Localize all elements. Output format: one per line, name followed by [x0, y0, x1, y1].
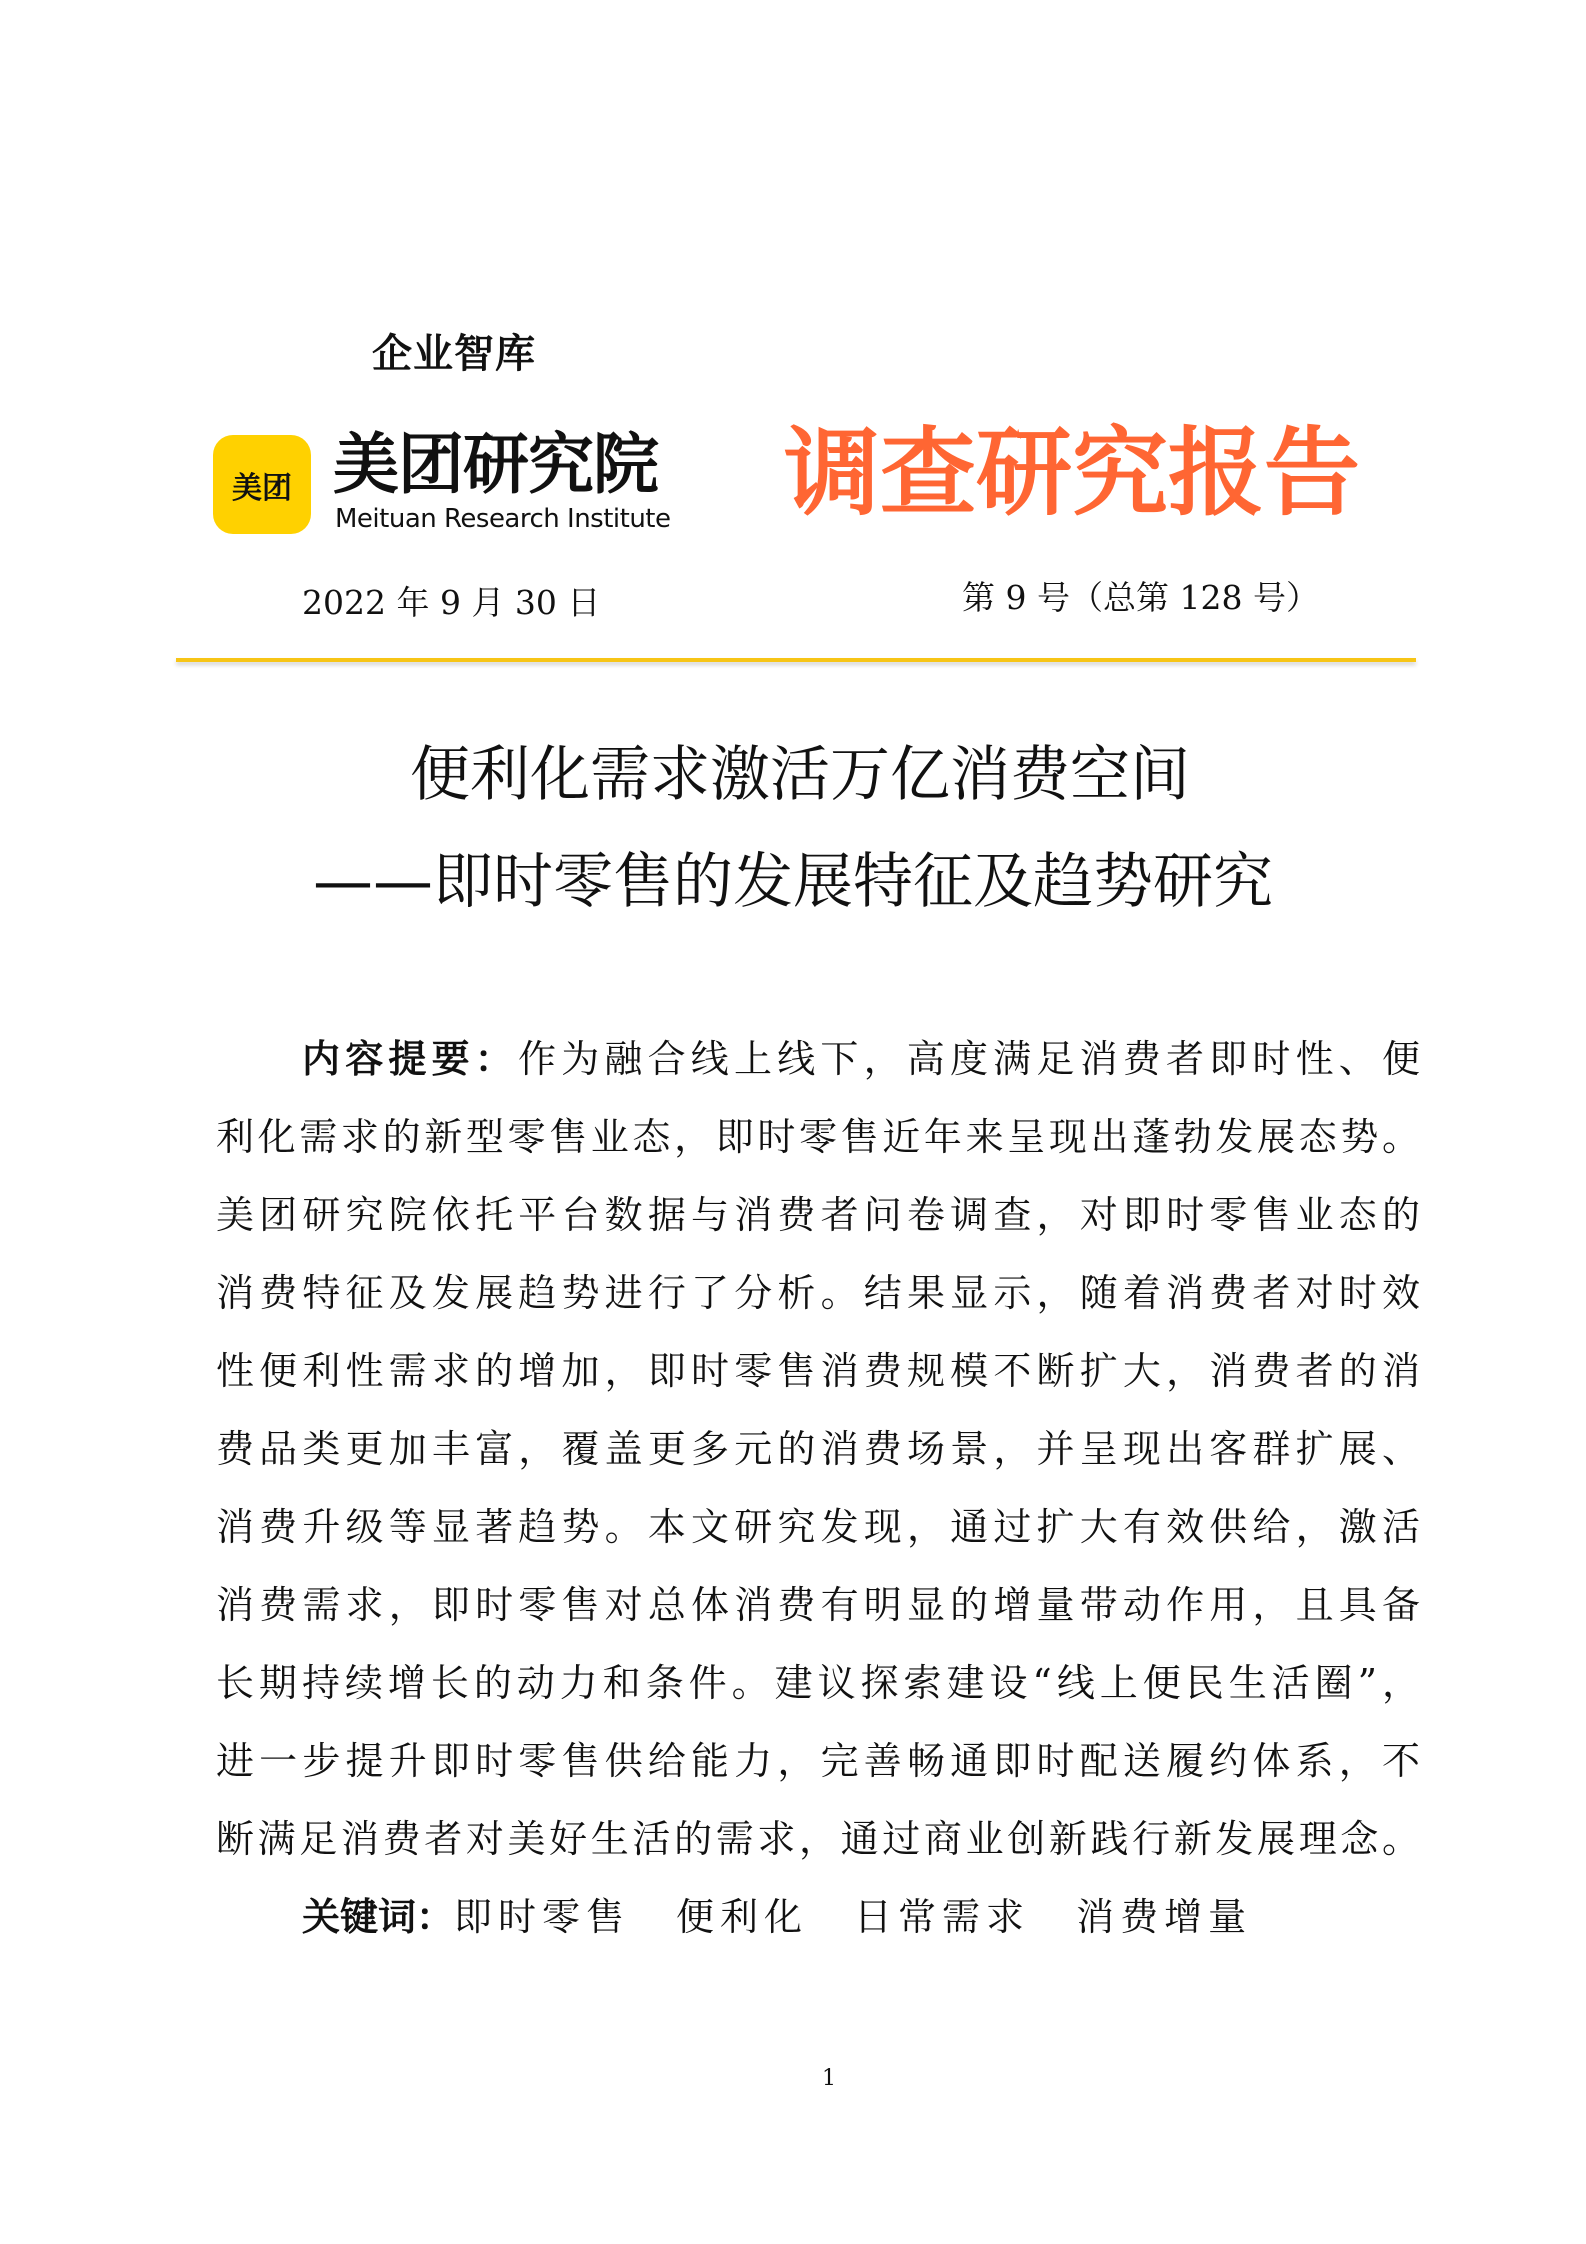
abstract-line: 消费需求，即时零售对总体消费有明显的增量带动作用，且具备: [216, 1583, 1420, 1627]
abstract-line: 美团研究院依托平台数据与消费者问卷调查，对即时零售业态的: [216, 1193, 1420, 1237]
abstract-line: [302, 1037, 1420, 1081]
keywords: [302, 1895, 1298, 1939]
abstract-line: 利化需求的新型零售业态，即时零售近年来呈现出蓬勃发展态势。: [216, 1115, 1420, 1159]
logo-name: 美团研究院: [333, 426, 658, 503]
keyword: 便利化: [676, 1895, 809, 1939]
abstract-line: 消费特征及发展趋势进行了分析。结果显示，随着消费者对时效: [216, 1271, 1420, 1315]
page-number: 1: [822, 2066, 836, 2091]
abstract-line: 消费升级等显著趋势。本文研究发现，通过扩大有效供给，激活: [216, 1505, 1420, 1549]
header-divider: [176, 658, 1416, 662]
keyword: 消费增量: [1076, 1895, 1253, 1939]
keywords-label: 关键词：: [302, 1895, 455, 1939]
abstract-line: 性便利性需求的增加，即时零售消费规模不断扩大，消费者的消: [216, 1349, 1420, 1393]
abstract-label: 内容提要：: [302, 1037, 518, 1081]
keyword: 日常需求: [854, 1895, 1031, 1939]
abstract-line: 进一步提升即时零售供给能力，完善畅通即时配送履约体系，不: [216, 1739, 1420, 1783]
keyword: 即时零售: [454, 1895, 631, 1939]
report-type-heading: 调查研究报告: [784, 417, 1360, 529]
abstract-line: 长期持续增长的动力和条件。建议探索建设“线上便民生活圈”，: [216, 1661, 1420, 1705]
meituan-logo-icon: [213, 435, 311, 534]
abstract-line: 断满足消费者对美好生活的需求，通过商业创新践行新发展理念。: [216, 1817, 1420, 1861]
document-title: 便利化需求激活万亿消费空间: [410, 740, 1190, 810]
think-tank-label: 企业智库: [372, 331, 536, 377]
issue-number: 第 9 号（总第 128 号）: [962, 578, 1319, 617]
abstract-line: 费品类更加丰富，覆盖更多元的消费场景，并呈现出客群扩展、: [216, 1427, 1420, 1471]
document-subtitle: ——即时零售的发展特征及趋势研究: [313, 847, 1273, 917]
abstract-text: 作为融合线上线下，高度满足消费者即时性、便: [518, 1037, 1420, 1081]
report-date: 2022 年 9 月 30 日: [302, 583, 601, 622]
logo-english-name: Meituan Research Institute: [335, 504, 671, 534]
logo-mark-text: 美团: [232, 470, 292, 506]
